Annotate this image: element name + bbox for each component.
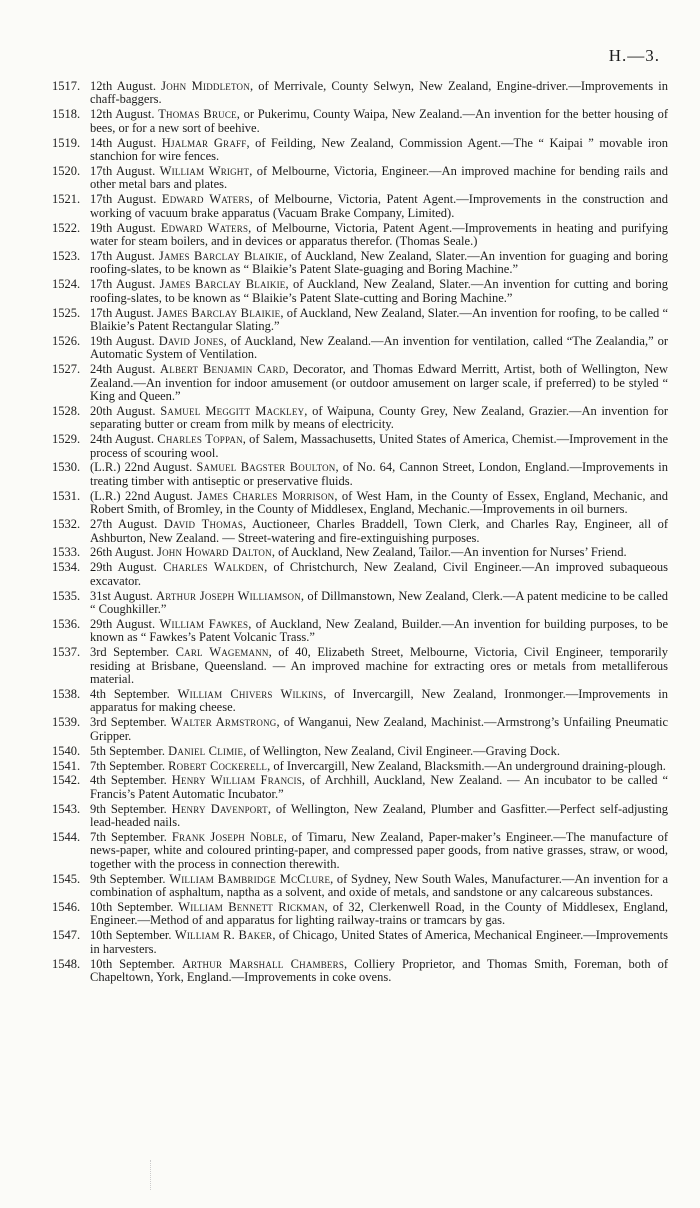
applicant-name: William R. Baker <box>174 928 273 943</box>
entry-description: , Decorator, and Thomas Edward Merritt, Artist, both of Wellington, New Zealand.—An invention for indoor amusement (or outdoor amusement on larger scale, if preferred) to be styled “ King and Queen.” <box>90 362 669 403</box>
entry-number: 1536. <box>52 616 81 631</box>
entry-description: , of 32, Clerkenwell Road, in the County of Middlesex, England, Engineer.—Method of and apparatus for lighting railway-trains or tramcars by gas. <box>90 900 668 928</box>
entry-number: 1523. <box>52 248 81 263</box>
entry-date: 24th August. <box>90 432 155 447</box>
applicant-name: Henry William Francis <box>171 773 302 788</box>
entry-text <box>90 803 668 830</box>
entry-number: 1539. <box>52 715 81 730</box>
entry-date: (L.R.) 22nd August. <box>90 488 193 503</box>
entry-text <box>90 490 668 517</box>
entry-description: , of Auckland, New Zealand, Slater.—An invention for cutting and boring roofing-slates, to be known as “ Blaikie’s Patent Slate-cutting and Boring Machine.” <box>90 277 668 305</box>
entry-description: , of Feilding, New Zealand, Commission Agent.—The “ Kaipai ” movable iron stanchion for wire fences. <box>90 135 669 164</box>
entry-description: , of Sydney, New South Wales, Manufacturer.—An invention for a combination of asphaltum, naptha as a solvent, and oxide of metals, and sandstone or any calcareous substances. <box>90 871 668 900</box>
applicant-name: Samuel Bagster Boulton <box>196 460 336 475</box>
entry-date: 12th August. <box>90 107 155 122</box>
applicant-name: James Barclay Blaikie <box>159 277 286 292</box>
entry-date: 29th August. <box>90 560 157 575</box>
entry-number: 1540. <box>52 743 81 758</box>
entry-text <box>90 108 668 135</box>
entry-description: , of Merrivale, County Selwyn, New Zealand, Engine-driver.—Improvements in chaff-baggers. <box>90 79 669 107</box>
entry-text <box>90 433 668 460</box>
entry-date: 26th August. <box>90 545 154 560</box>
entry-description: , of West Ham, in the County of Essex, England, Mechanic, and Robert Smith, of Bromley, in the County of Middlesex, England, Mechanic.—Improvements in oil burners. <box>90 488 668 517</box>
entry-description: , or Pukerimu, County Waipa, New Zealand.—An invention for the better housing of bees, or for a new sort of beehive. <box>90 107 669 135</box>
entry-description: , of Auckland, New Zealand, Tailor.—An invention for Nurses’ Friend. <box>271 545 627 560</box>
entry-text <box>90 590 668 617</box>
applicant-name: William Wright <box>159 163 250 178</box>
patent-entry <box>52 278 668 305</box>
entry-date: 17th August. <box>90 305 154 320</box>
entry-text <box>90 518 668 545</box>
entry-description: , of Melbourne, Victoria, Patent Agent.—Improvements in the construction and working of vacuum brake apparatus (Vacuam Brake Company, Limited). <box>90 192 668 220</box>
entry-date: 14th August. <box>90 135 157 150</box>
entry-date: 4th September. <box>90 773 167 788</box>
entry-text <box>90 774 668 801</box>
entry-text <box>90 193 668 220</box>
patent-entry <box>52 958 668 985</box>
entry-number: 1542. <box>52 773 81 788</box>
entry-number: 1530. <box>52 460 81 475</box>
applicant-name: Samuel Meggitt Mackley <box>160 403 305 418</box>
entry-description: , of Christchurch, New Zealand, Civil Engineer.—An improved subaqueous excavator. <box>90 560 669 588</box>
entry-number: 1534. <box>52 560 81 575</box>
entry-number: 1545. <box>52 871 81 886</box>
entry-number: 1541. <box>52 758 81 773</box>
entry-date: 17th August. <box>90 192 157 207</box>
applicant-name: Hjalmar Graff <box>161 135 247 150</box>
entry-text <box>90 716 668 743</box>
entry-number: 1528. <box>52 403 81 418</box>
patent-entry <box>52 561 668 588</box>
entry-date: 17th August. <box>90 277 156 292</box>
entry-description: , of Chicago, United States of America, Mechanical Engineer.—Improvements in harvesters. <box>90 928 668 956</box>
applicant-name: Arthur Marshall Chambers <box>181 956 345 971</box>
applicant-name: Edward Waters <box>161 192 250 207</box>
entry-text <box>90 646 668 686</box>
entry-description: , of 40, Elizabeth Street, Melbourne, Victoria, Civil Engineer, temporarily residing at Brisbane, Queensland. — An improved machine for extracting ores or metals from metalliferous material. <box>90 645 669 687</box>
entry-number: 1525. <box>52 305 81 320</box>
patent-entry <box>52 307 668 334</box>
patent-entry <box>52 688 668 715</box>
entry-number: 1520. <box>52 163 81 178</box>
entry-description: , of Invercargill, New Zealand, Ironmonger.—Improvements in apparatus for making cheese. <box>90 686 668 715</box>
entry-number: 1547. <box>52 928 81 943</box>
patent-entry <box>52 646 668 686</box>
patent-entry <box>52 873 668 900</box>
entry-description: , of Salem, Massachusetts, United States of America, Chemist.—Improvement in the process of scouring wool. <box>90 432 668 460</box>
entry-description: , of Wellington, New Zealand, Plumber and Gasfitter.—Perfect self-adjusting lead-headed nails. <box>90 801 668 830</box>
entry-date: 31st August. <box>90 588 153 603</box>
entry-number: 1519. <box>52 135 81 150</box>
patent-entry <box>52 108 668 135</box>
entry-number: 1522. <box>52 220 81 235</box>
applicant-name: James Barclay Blaikie <box>157 305 281 320</box>
entry-date: 3rd September. <box>90 645 170 660</box>
patent-entry <box>52 518 668 545</box>
applicant-name: William Fawkes <box>159 616 249 631</box>
entry-date: 24th August. <box>90 362 156 377</box>
entry-date: 10th September. <box>90 900 174 915</box>
patent-entry <box>52 774 668 801</box>
entry-date: 17th August. <box>90 248 155 263</box>
entry-description: , of No. 64, Cannon Street, London, England.—Improvements in treating timber with antiseptic or preservative fluids. <box>90 460 669 488</box>
entry-text <box>90 307 668 334</box>
applicant-name: Frank Joseph Noble <box>171 830 284 845</box>
entry-number: 1531. <box>52 488 81 503</box>
patent-entry <box>52 80 668 107</box>
entry-description: , of Auckland, New Zealand.—An invention for ventilation, called “The Zealandia,” or Automatic System of Ventilation. <box>90 333 668 362</box>
applicant-name: Edward Waters <box>160 220 249 235</box>
patent-entry <box>52 363 668 403</box>
patent-entry <box>52 716 668 743</box>
entry-description: , of Wanganui, New Zealand, Machinist.—Armstrong’s Unfailing Pneumatic Gripper. <box>90 715 668 743</box>
entry-date: 10th September. <box>90 928 172 943</box>
patent-entry <box>52 405 668 432</box>
applicant-name: Carl Wagemann <box>175 645 269 660</box>
entry-text <box>90 363 668 403</box>
page-reference: H.—3. <box>608 46 660 65</box>
entry-number: 1518. <box>52 107 81 122</box>
entry-number: 1538. <box>52 686 81 701</box>
entry-description: , of Auckland, New Zealand, Slater.—An invention for roofing, to be called “ Blaikie’s Patent Rectangular Slating.” <box>90 305 668 333</box>
applicant-name: Walter Armstrong <box>170 715 277 730</box>
entry-text <box>90 958 668 985</box>
entry-date: 19th August. <box>90 220 156 235</box>
applicant-name: William Chivers Wilkins <box>177 686 324 701</box>
patent-entry <box>52 929 668 956</box>
patent-entry <box>52 193 668 220</box>
entry-text <box>90 745 668 758</box>
applicant-name: Daniel Climie <box>168 743 244 758</box>
applicant-name: Robert Cockerell <box>168 758 268 773</box>
applicant-name: Charles Toppan <box>157 432 243 447</box>
entry-text <box>90 760 668 773</box>
patent-entry <box>52 760 668 773</box>
patent-entry <box>52 335 668 362</box>
entry-number: 1526. <box>52 333 81 348</box>
patent-entry <box>52 490 668 517</box>
applicant-name: William Bambridge McClure <box>169 871 331 886</box>
entry-date: 29th August. <box>90 616 156 631</box>
entry-number: 1543. <box>52 801 81 816</box>
entry-description: , of Auckland, New Zealand, Builder.—An invention for building purposes, to be known as “ Fawkes’s Patent Volcanic Trass.” <box>90 616 668 645</box>
entry-text <box>90 250 668 277</box>
entry-number: 1546. <box>52 900 81 915</box>
patent-entry <box>52 831 668 871</box>
entry-text <box>90 901 668 928</box>
patent-entry <box>52 901 668 928</box>
entry-text <box>90 137 668 164</box>
applicant-name: William Bennett Rickman <box>178 900 325 915</box>
applicant-name: Henry Davenport <box>171 801 268 816</box>
entry-text <box>90 222 668 249</box>
applicant-name: Thomas Bruce <box>158 107 237 122</box>
entry-number: 1548. <box>52 956 81 971</box>
entry-date: 4th September. <box>90 686 170 701</box>
entry-number: 1537. <box>52 645 81 660</box>
entry-number: 1533. <box>52 545 81 560</box>
entry-text <box>90 618 668 645</box>
applicant-name: James Barclay Blaikie <box>158 248 284 263</box>
patent-entry <box>52 618 668 645</box>
applicant-name: John Howard Dalton <box>157 545 272 560</box>
entry-text <box>90 461 668 488</box>
patent-entry <box>52 745 668 758</box>
entry-description: , of Auckland, New Zealand, Slater.—An invention for guaging and boring roofing-slates, to be known as “ Blaikie’s Patent Slate-guaging and Boring Machine.” <box>90 248 668 277</box>
entry-number: 1521. <box>52 192 81 207</box>
entry-number: 1535. <box>52 588 81 603</box>
patent-entry <box>52 433 668 460</box>
entry-date: 12th August. <box>90 79 156 93</box>
entry-description: , of Waipuna, County Grey, New Zealand, Grazier.—An invention for separating butter or cream from milk by means of electricity. <box>90 403 668 432</box>
entry-number: 1527. <box>52 362 81 377</box>
entry-description: , of Melbourne, Victoria, Engineer.—An improved machine for bending rails and other metal bars and plates. <box>90 163 668 192</box>
applicant-name: Arthur Joseph Williamson <box>156 588 301 603</box>
entry-date: 9th September. <box>90 871 166 886</box>
entry-date: 17th August. <box>90 163 156 178</box>
entry-text <box>90 831 668 871</box>
patent-entry <box>52 803 668 830</box>
applicant-name: David Thomas <box>163 517 244 532</box>
entry-date: 20th August. <box>90 403 156 418</box>
applicant-name: David Jones <box>158 333 224 348</box>
patent-entry <box>52 250 668 277</box>
scan-margin-mark <box>150 1160 152 1190</box>
patent-entry <box>52 165 668 192</box>
applicant-name: Albert Benjamin Card <box>160 362 286 377</box>
entry-text <box>90 335 668 362</box>
entry-description: , of Melbourne, Victoria, Patent Agent.—Improvements in heating and purifying water for steam boilers, and in devices or apparatus therefor. (Thomas Seale.) <box>90 220 668 248</box>
entry-text <box>90 561 668 588</box>
entry-date: 3rd September. <box>90 715 167 730</box>
entry-text <box>90 929 668 956</box>
entry-number: 1544. <box>52 830 81 845</box>
entry-text <box>90 873 668 900</box>
entry-text <box>90 165 668 192</box>
patent-entry <box>52 590 668 617</box>
entry-description: , of Wellington, New Zealand, Civil Engineer.—Graving Dock. <box>243 743 560 758</box>
entry-text <box>90 688 668 715</box>
entry-date: 7th September. <box>90 758 165 773</box>
applicant-name: John Middleton <box>161 79 250 93</box>
patent-entries-list <box>52 80 668 986</box>
applicant-name: Charles Walkden <box>163 560 265 575</box>
entry-text <box>90 278 668 305</box>
entry-description: , of Archhill, Auckland, New Zealand. — An incubator to be called “ Francis’s Patent Automatic Incubator.” <box>90 773 669 801</box>
entry-description: , Colliery Proprietor, and Thomas Smith, Foreman, both of Chapeltown, York, England.—Improvements in coke ovens. <box>90 956 668 985</box>
entry-date: 27th August. <box>90 517 158 532</box>
patent-entry <box>52 461 668 488</box>
entry-number: 1517. <box>52 79 81 93</box>
entry-number: 1532. <box>52 517 81 532</box>
entry-description: , of Invercargill, New Zealand, Blacksmith.—An underground draining-plough. <box>267 758 666 773</box>
entry-date: (L.R.) 22nd August. <box>90 460 193 475</box>
entry-text <box>90 546 668 559</box>
entry-date: 5th September. <box>90 743 165 758</box>
entry-date: 7th September. <box>90 830 167 845</box>
patent-entry <box>52 137 668 164</box>
patent-entry <box>52 546 668 559</box>
applicant-name: James Charles Morrison <box>197 488 335 503</box>
entry-description: , Auctioneer, Charles Braddell, Town Clerk, and Charles Ray, Engineer, all of Ashburton, New Zealand. — Street-watering and fire-extinguishing purposes. <box>90 517 668 545</box>
entry-number: 1529. <box>52 432 81 447</box>
entry-text <box>90 405 668 432</box>
entry-description: , of Dillmanstown, New Zealand, Clerk.—A patent medicine to be called “ Coughkiller.” <box>90 588 669 617</box>
entry-description: , of Timaru, New Zealand, Paper-maker’s Engineer.—The manufacture of news-paper, white and coloured printing-paper, and compressed paper goods, from native grasses, straw, or wood, together with the process in connection therewith. <box>90 830 668 871</box>
entry-number: 1524. <box>52 277 81 292</box>
entry-date: 10th September. <box>90 956 176 971</box>
entry-text <box>90 80 668 107</box>
patent-entry <box>52 222 668 249</box>
entry-date: 19th August. <box>90 333 155 348</box>
entry-date: 9th September. <box>90 801 167 816</box>
